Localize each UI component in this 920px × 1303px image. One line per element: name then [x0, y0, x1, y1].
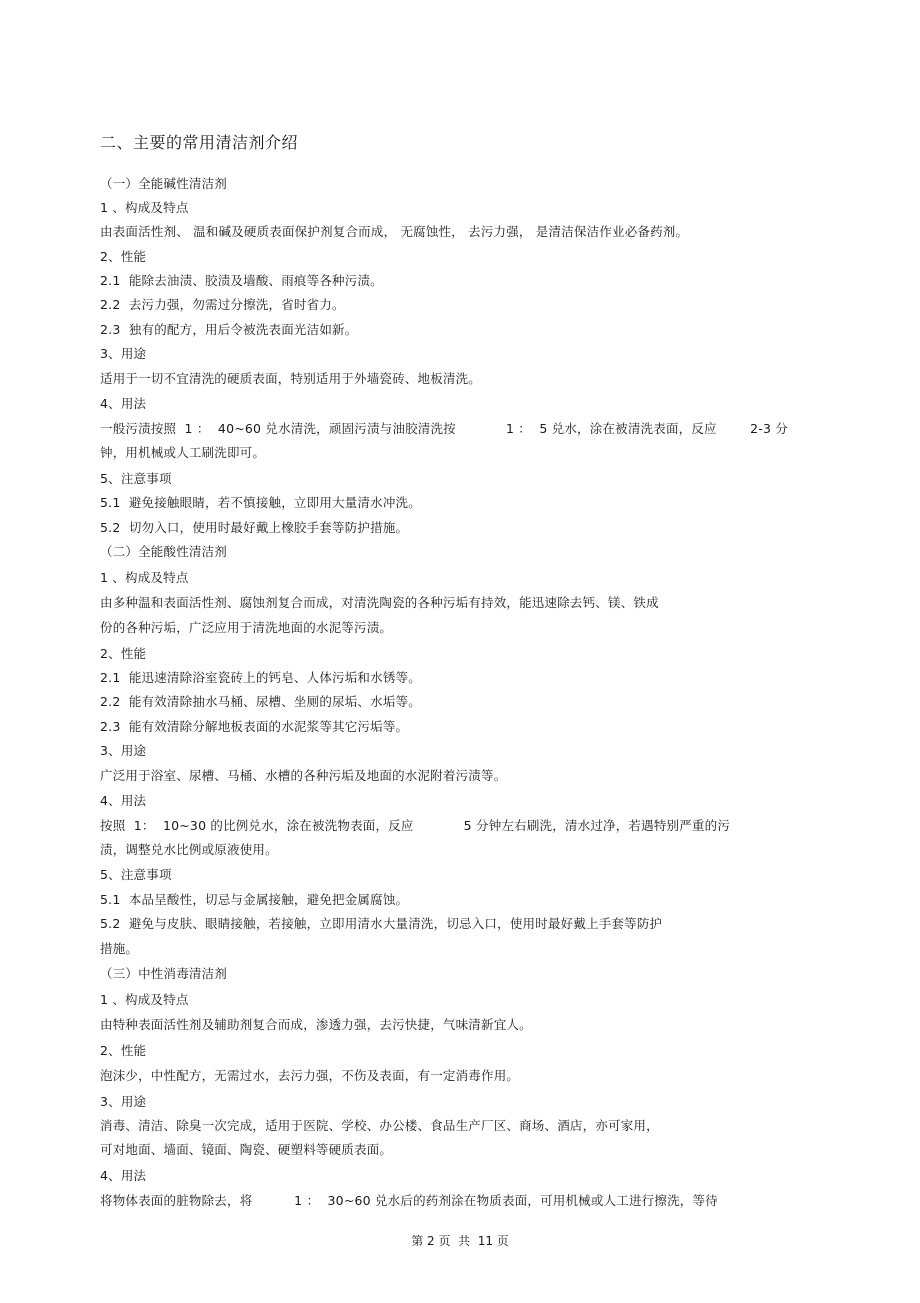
paragraph-line: 2.3 独有的配方，用后令被洗表面光洁如新。 — [100, 322, 358, 337]
item-heading: 1 、构成及特点 — [100, 570, 189, 585]
item-heading: 2、性能 — [100, 646, 147, 661]
paragraph-line: 措施。 — [100, 941, 139, 956]
paragraph-line: 按照 1： 10~30 的比例兑水，涂在被洗物表面，反应 5 分钟左右刷洗，清水过净，若遇特别严重的污 — [100, 818, 731, 833]
paragraph-line: 2.2 能有效清除抽水马桶、尿槽、坐厕的尿垢、水垢等。 — [100, 694, 421, 709]
paragraph-line: 份的各种污垢，广泛应用于清洗地面的水泥等污渍。 — [100, 620, 393, 635]
paragraph-line: 2.1 能除去油渍、胶渍及墙酸、雨痕等各种污渍。 — [100, 273, 383, 288]
paragraph-line: 5.1 避免接触眼睛，若不慎接触，立即用大量清水冲洗。 — [100, 495, 421, 510]
paragraph-line: 适用于一切不宜清洗的硬质表面，特别适用于外墙瓷砖、地板清洗。 — [100, 371, 482, 386]
paragraph-line: 5.2 避免与皮肤、眼睛接触，若接触，立即用清水大量清洗，切忌入口，使用时最好戴上手套等防护 — [100, 916, 663, 931]
paragraph-line: 由表面活性剂、 温和碱及硬质表面保护剂复合而成， 无腐蚀性， 去污力强， 是清洁保洁作业必备药剂。 — [100, 224, 689, 239]
page-footer: 第 2 页 共 11 页 — [411, 1234, 509, 1248]
paragraph-line: 由特种表面活性剂及辅助剂复合而成，渗透力强，去污快捷，气味清新宜人。 — [100, 1017, 532, 1032]
subsection-heading: （二）全能酸性清洁剂 — [100, 544, 228, 559]
paragraph-line: 泡沫少，中性配方，无需过水，去污力强，不伤及表面，有一定消毒作用。 — [100, 1068, 520, 1083]
item-heading: 3、用途 — [100, 346, 147, 361]
item-heading: 2、性能 — [100, 249, 147, 264]
item-heading: 4、用法 — [100, 793, 147, 808]
paragraph-line: 将物体表面的脏物除去，将 1 ： 30~60 兑水后的药剂涂在物质表面，可用机械或人工进行擦洗，等待 — [100, 1193, 718, 1208]
item-heading: 3、用途 — [100, 1094, 147, 1109]
paragraph-line: 渍，调整兑水比例或原液使用。 — [100, 842, 278, 857]
paragraph-line: 广泛用于浴室、尿槽、马桶、水槽的各种污垢及地面的水泥附着污渍等。 — [100, 768, 507, 783]
paragraph-line: 消毒、清洁、除臭一次完成，适用于医院、学校、办公楼、食品生产厂区、商场、酒店，亦可家用， — [100, 1118, 659, 1133]
item-heading: 1 、构成及特点 — [100, 200, 189, 215]
paragraph-line: 2.2 去污力强，勿需过分擦洗，省时省力。 — [100, 297, 345, 312]
subsection-heading: （三）中性消毒清洁剂 — [100, 966, 228, 981]
item-heading: 3、用途 — [100, 743, 147, 758]
item-heading: 4、用法 — [100, 1168, 147, 1183]
subsection-heading: （一）全能碱性清洁剂 — [100, 176, 228, 191]
section-title: 二、主要的常用清洁剂介绍 — [100, 133, 299, 152]
paragraph-line: 5.1 本品呈酸性，切忌与金属接触，避免把金属腐蚀。 — [100, 892, 409, 907]
item-heading: 2、性能 — [100, 1043, 147, 1058]
paragraph-line: 由多种温和表面活性剂、腐蚀剂复合而成，对清洗陶瓷的各种污垢有持效，能迅速除去钙、镁、铁成 — [100, 595, 659, 610]
paragraph-line: 2.1 能迅速清除浴室瓷砖上的钙皂、人体污垢和水锈等。 — [100, 670, 421, 685]
item-heading: 5、注意事项 — [100, 471, 172, 486]
item-heading: 5、注意事项 — [100, 867, 172, 882]
paragraph-line: 可对地面、墙面、镜面、陶瓷、硬塑料等硬质表面。 — [100, 1142, 393, 1157]
paragraph-line: 钟，用机械或人工刷洗即可。 — [100, 445, 266, 460]
paragraph-line: 一般污渍按照 1 ： 40~60 兑水清洗，顽固污渍与油胶清洗按 1 ： 5 兑水，涂在被清洗表面，反应 2-3 分 — [100, 421, 789, 436]
item-heading: 4、用法 — [100, 396, 147, 411]
item-heading: 1 、构成及特点 — [100, 992, 189, 1007]
paragraph-line: 5.2 切勿入口，使用时最好戴上橡胶手套等防护措施。 — [100, 520, 409, 535]
paragraph-line: 2.3 能有效清除分解地板表面的水泥浆等其它污垢等。 — [100, 719, 409, 734]
